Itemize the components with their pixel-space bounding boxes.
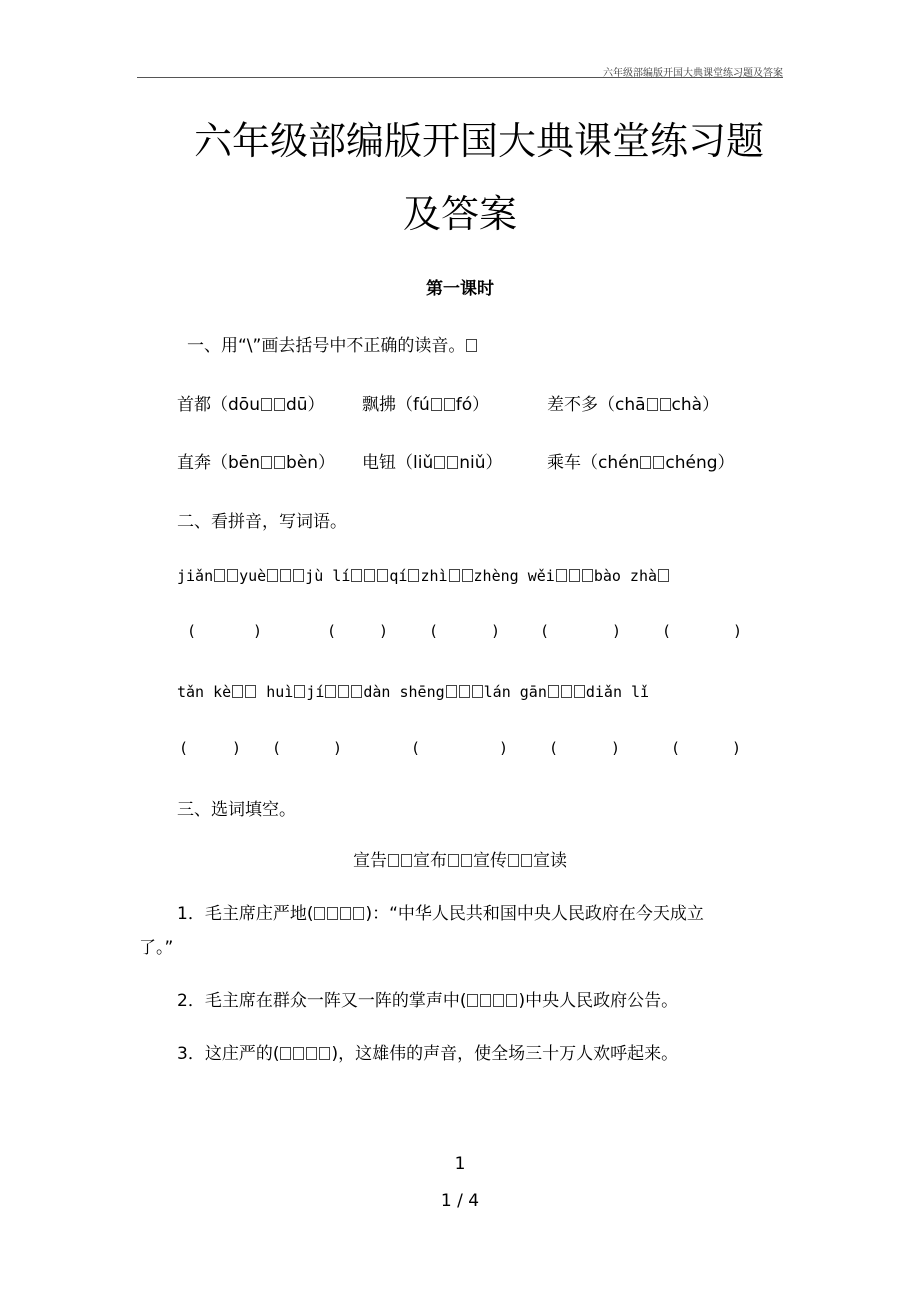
pinyin: jiǎn [177, 567, 214, 585]
item-alt: dū） [285, 395, 325, 415]
blank-box [480, 994, 491, 1007]
pinyin: tǎn kè [177, 683, 232, 701]
item-text: 乘车（chén [547, 453, 640, 473]
blank-box [274, 398, 285, 411]
blank-box [459, 685, 470, 698]
blank-box [446, 685, 457, 698]
pinyin: diǎn lǐ [585, 683, 650, 701]
running-header: 六年级部编版开国大典课堂练习题及答案 [603, 68, 783, 79]
item-alt: chéng） [665, 453, 735, 473]
paren-close: ) [732, 739, 742, 757]
section1-item [177, 448, 335, 473]
blank-box [448, 854, 459, 867]
blank-box [467, 994, 478, 1007]
pinyin: qí [389, 567, 408, 585]
pinyin: jí [306, 683, 325, 701]
question-text: 1．毛主席庄严地( [177, 904, 314, 924]
blank-box [462, 569, 473, 582]
paren-open: ( [187, 622, 197, 640]
item-text: 飘拂（fú [362, 395, 430, 415]
section1-heading-text: 一、用“\”画去括号中不正确的读音。 [187, 336, 466, 356]
choice-word: 宣布 [413, 851, 447, 871]
blank-box [472, 685, 483, 698]
question-text: 2．毛主席在群众一阵又一阵的掌声中( [177, 991, 467, 1011]
pinyin: zhèng wěi [473, 567, 555, 585]
paren-open: ( [549, 739, 559, 757]
word-choices [0, 846, 920, 871]
blank-box [508, 854, 519, 867]
pinyin: jù lí [305, 567, 351, 585]
lesson-heading: 第一课时 [426, 279, 494, 299]
question-text: )，这雄伟的声音，使全场三十万人欢呼起来。 [331, 1044, 679, 1064]
paren-open: ( [662, 622, 672, 640]
blank-box [338, 685, 349, 698]
blank-box [521, 854, 532, 867]
paren-close: ) [379, 622, 389, 640]
section1-item [547, 448, 735, 473]
blank-box [444, 398, 455, 411]
pinyin: bào zhà [593, 567, 658, 585]
paren-close: ) [253, 622, 263, 640]
blank-box [245, 685, 256, 698]
pinyin-row-1 [177, 567, 670, 585]
item-text: 首都（dōu [177, 395, 260, 415]
question-3 [177, 1039, 678, 1064]
blank-box [267, 569, 278, 582]
paren-open: ( [411, 739, 421, 757]
item-alt: fó） [455, 395, 490, 415]
paren-close: ) [499, 739, 509, 757]
blank-box [364, 569, 375, 582]
question-2 [177, 986, 678, 1011]
blank-box [340, 907, 351, 920]
paren-open: ( [272, 739, 282, 757]
paren-close: ) [611, 739, 621, 757]
blank-box [449, 569, 460, 582]
blank-box [327, 907, 338, 920]
doc-title-line1: 六年级部编版开国大典课堂练习题 [193, 119, 764, 163]
blank-box [493, 994, 504, 1007]
pinyin-row-2 [177, 683, 649, 701]
question-text: )：“中华人民共和国中央人民政府在今天成立 [365, 904, 704, 924]
pinyin: huì [266, 683, 294, 701]
blank-box [561, 685, 572, 698]
paren-close: ) [733, 622, 743, 640]
item-text: 差不多（chā [547, 395, 646, 415]
item-text: 直奔（bēn [177, 453, 261, 473]
section3-heading: 三、选词填空。 [177, 800, 296, 820]
pinyin: lán gān [483, 683, 547, 701]
section1-item [362, 390, 489, 415]
blank-box [653, 456, 664, 469]
section2-heading: 二、看拼音，写词语。 [177, 512, 347, 532]
paren-close: ) [612, 622, 622, 640]
paren-close: ) [333, 739, 343, 757]
blank-box [461, 854, 472, 867]
blank-box [314, 907, 325, 920]
blank-box [401, 854, 412, 867]
paren-open: ( [429, 622, 439, 640]
section1-item [177, 390, 325, 415]
blank-box [261, 398, 272, 411]
blank-box [466, 339, 477, 352]
blank-box [293, 1047, 304, 1060]
blank-box [214, 569, 225, 582]
paren-close: ) [232, 739, 242, 757]
blank-box [377, 569, 388, 582]
section1-item [362, 448, 503, 473]
blank-box [408, 569, 419, 582]
blank-box [232, 685, 243, 698]
blank-box [293, 569, 304, 582]
doc-title-line2: 及答案 [402, 192, 517, 236]
item-alt: bèn） [286, 453, 336, 473]
blank-box [280, 569, 291, 582]
blank-box [227, 569, 238, 582]
blank-box [506, 994, 517, 1007]
blank-box [351, 685, 362, 698]
item-alt: chà） [671, 395, 720, 415]
paren-open: ( [179, 739, 189, 757]
header-rule [137, 77, 783, 78]
section1-item [547, 390, 719, 415]
paren-open: ( [540, 622, 550, 640]
blank-box [434, 456, 445, 469]
blank-box [658, 569, 669, 582]
question-text: 3．这庄严的( [177, 1044, 280, 1064]
blank-box [447, 456, 458, 469]
blank-box [353, 907, 364, 920]
blank-box [261, 456, 272, 469]
pinyin: dàn shēng [363, 683, 445, 701]
blank-box [325, 685, 336, 698]
question-1 [177, 899, 704, 924]
blank-box [388, 854, 399, 867]
section1-heading [187, 331, 478, 356]
blank-box [569, 569, 580, 582]
blank-box [351, 569, 362, 582]
pinyin: yuè [239, 567, 267, 585]
page-number: 1 [454, 1154, 466, 1174]
choice-word: 宣传 [473, 851, 507, 871]
blank-box [574, 685, 585, 698]
blank-box [306, 1047, 317, 1060]
blank-box [556, 569, 567, 582]
blank-box [548, 685, 559, 698]
paren-open: ( [671, 739, 681, 757]
blank-box [582, 569, 593, 582]
blank-box [280, 1047, 291, 1060]
question-text: )中央人民政府公告。 [518, 991, 679, 1011]
pinyin: zhì [420, 567, 448, 585]
item-alt: niǔ） [459, 453, 503, 473]
page-count: 1 / 4 [440, 1191, 480, 1211]
blank-box [294, 685, 305, 698]
item-text: 电钮（liǔ [362, 453, 434, 473]
blank-box [319, 1047, 330, 1060]
choice-word: 宣读 [533, 851, 567, 871]
paren-close: ) [491, 622, 501, 640]
blank-box [431, 398, 442, 411]
blank-box [660, 398, 671, 411]
choice-word: 宣告 [353, 851, 387, 871]
blank-box [274, 456, 285, 469]
blank-box [640, 456, 651, 469]
paren-open: ( [327, 622, 337, 640]
blank-box [647, 398, 658, 411]
question-1-continued: 了。” [139, 938, 174, 958]
